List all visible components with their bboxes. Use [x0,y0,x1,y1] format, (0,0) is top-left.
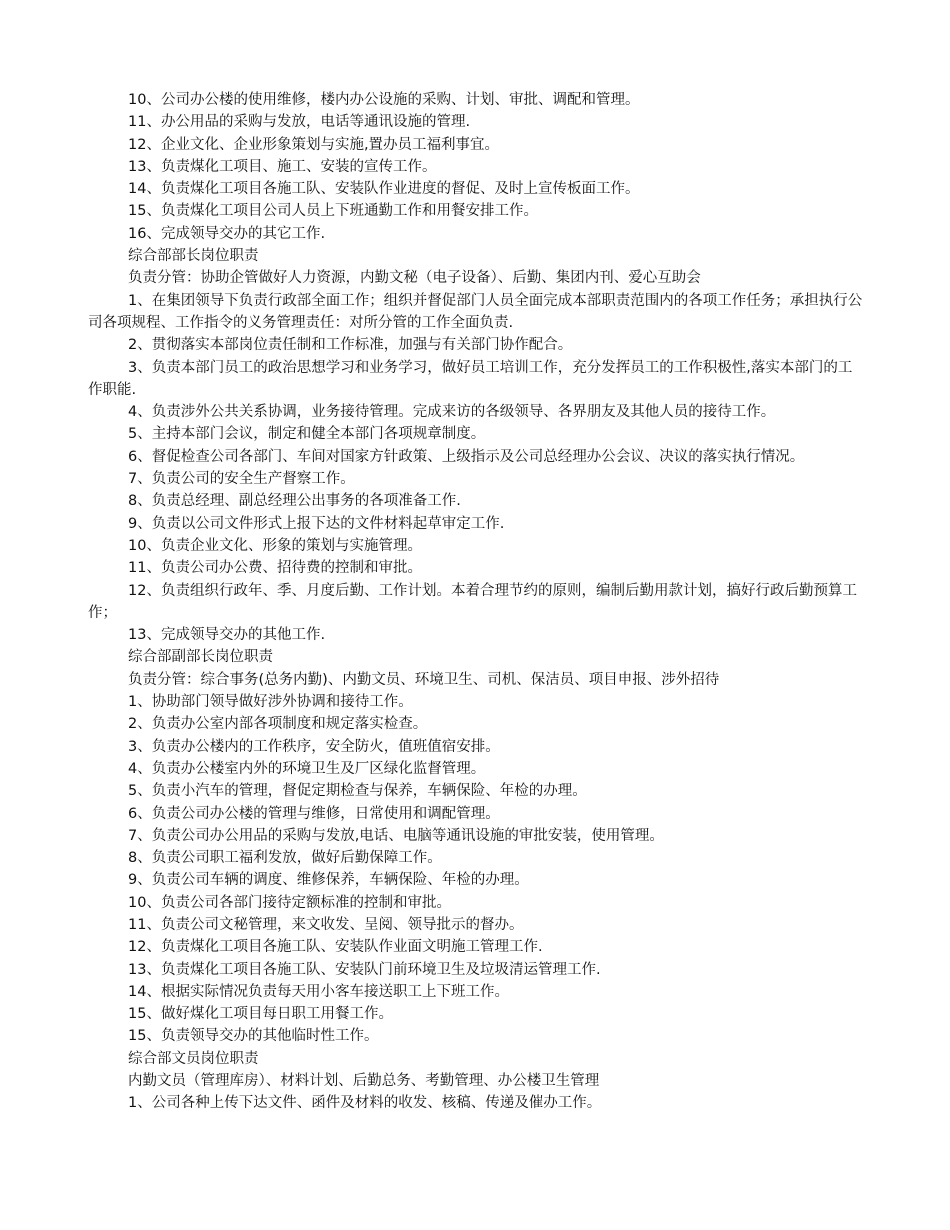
paragraph: 12、负责煤化工项目各施工队、安装队作业面文明施工管理工作. [128,939,543,956]
paragraph: 1、协助部门领导做好涉外协调和接待工作。 [128,694,413,711]
document-body [88,89,866,1115]
paragraph: 3、负责本部门员工的政治思想学习和业务学习，做好员工培训工作，充分发挥员工的工作积极性,落实本部门的工作职能. [88,359,853,398]
paragraph: 8、负责总经理、副总经理公出事务的各项准备工作. [128,493,461,510]
paragraph: 内勤文员（管理库房）、材料计划、后勤总务、考勤管理、办公楼卫生管理 [128,1073,600,1090]
paragraph: 1、公司各种上传下达文件、函件及材料的收发、核稿、传递及催办工作。 [128,1095,602,1112]
paragraph: 6、督促检查公司各部门、车间对国家方针政策、上级指示及公司总经理办公会议、决议的落实执行情况。 [128,448,805,465]
paragraph: 12、负责组织行政年、季、月度后勤、工作计划。本着合理节约的原则，编制后勤用款计划，搞好行政后勤预算工作； [88,582,857,621]
paragraph: 13、负责煤化工项目、施工、安装的宣传工作。 [128,158,437,175]
paragraph: 15、做好煤化工项目每日职工用餐工作。 [128,1006,393,1023]
paragraph: 5、负责小汽车的管理，督促定期检查与保养，车辆保险、年检的办理。 [128,783,587,800]
paragraph: 13、完成领导交办的其他工作. [128,627,326,644]
paragraph: 2、贯彻落实本部岗位责任制和工作标准，加强与有关部门协作配合。 [128,337,573,354]
paragraph: 4、负责办公楼室内外的环境卫生及厂区绿化监督管理。 [128,760,486,777]
paragraph: 6、负责公司办公楼的管理与维修，日常使用和调配管理。 [128,805,500,822]
paragraph: 负责分管：综合事务(总务内勤)、内勤文员、环境卫生、司机、保洁员、项目申报、涉外招待 [128,671,720,688]
paragraph: 14、根据实际情况负责每天用小客车接送职工上下班工作。 [128,983,509,1000]
paragraph: 7、负责公司的安全生产督察工作。 [128,471,355,488]
paragraph: 11、负责公司办公费、招待费的控制和审批。 [128,560,422,577]
paragraph: 9、负责以公司文件形式上报下达的文件材料起草审定工作. [128,515,505,532]
paragraph: 7、负责公司办公用品的采购与发放,电话、电脑等通讯设施的审批安装，使用管理。 [128,827,664,844]
paragraph: 9、负责公司车辆的调度、维修保养，车辆保险、年检的办理。 [128,872,529,889]
paragraph: 12、企业文化、企业形象策划与实施,置办员工福利事宜。 [128,136,500,153]
section-heading: 综合部副部长岗位职责 [128,649,273,666]
paragraph: 16、完成领导交办的其它工作. [128,225,326,242]
paragraph: 14、负责煤化工项目各施工队、安装队作业进度的督促、及时上宣传板面工作。 [128,181,640,198]
paragraph: 10、负责企业文化、形象的策划与实施管理。 [128,537,422,554]
paragraph: 3、负责办公楼内的工作秩序，安全防火，值班值宿安排。 [128,738,500,755]
paragraph: 1、在集团领导下负责行政部全面工作；组织并督促部门人员全面完成本部职责范围内的各项工作任务；承担执行公司各项规程、工作指令的义务管理责任：对所分管的工作全面负责. [88,292,863,331]
paragraph: 11、办公用品的采购与发放，电话等通讯设施的管理. [128,114,471,131]
paragraph: 2、负责办公室内部各项制度和规定落实检查。 [128,716,428,733]
paragraph: 8、负责公司职工福利发放，做好后勤保障工作。 [128,850,442,867]
paragraph: 10、负责公司各部门接待定额标准的控制和审批。 [128,894,451,911]
paragraph: 4、负责涉外公共关系协调，业务接待管理。完成来访的各级领导、各界朋友及其他人员的接待工作。 [128,404,776,421]
paragraph: 13、负责煤化工项目各施工队、安装队门前环境卫生及垃圾清运管理工作. [128,961,601,978]
paragraph: 15、负责煤化工项目公司人员上下班通勤工作和用餐安排工作。 [128,203,538,220]
section-heading: 综合部部长岗位职责 [128,248,259,265]
paragraph: 11、负责公司文秘管理，来文收发、呈阅、领导批示的督办。 [128,916,524,933]
paragraph: 负责分管：协助企管做好人力资源，内勤文秘（电子设备）、后勤、集团内刊、爱心互助会 [128,270,701,287]
section-heading: 综合部文员岗位职责 [128,1050,259,1067]
paragraph: 15、负责领导交办的其他临时性工作。 [128,1028,379,1045]
paragraph: 5、主持本部门会议，制定和健全本部门各项规章制度。 [128,426,486,443]
paragraph: 10、公司办公楼的使用维修，楼内办公设施的采购、计划、审批、调配和管理。 [128,92,640,108]
